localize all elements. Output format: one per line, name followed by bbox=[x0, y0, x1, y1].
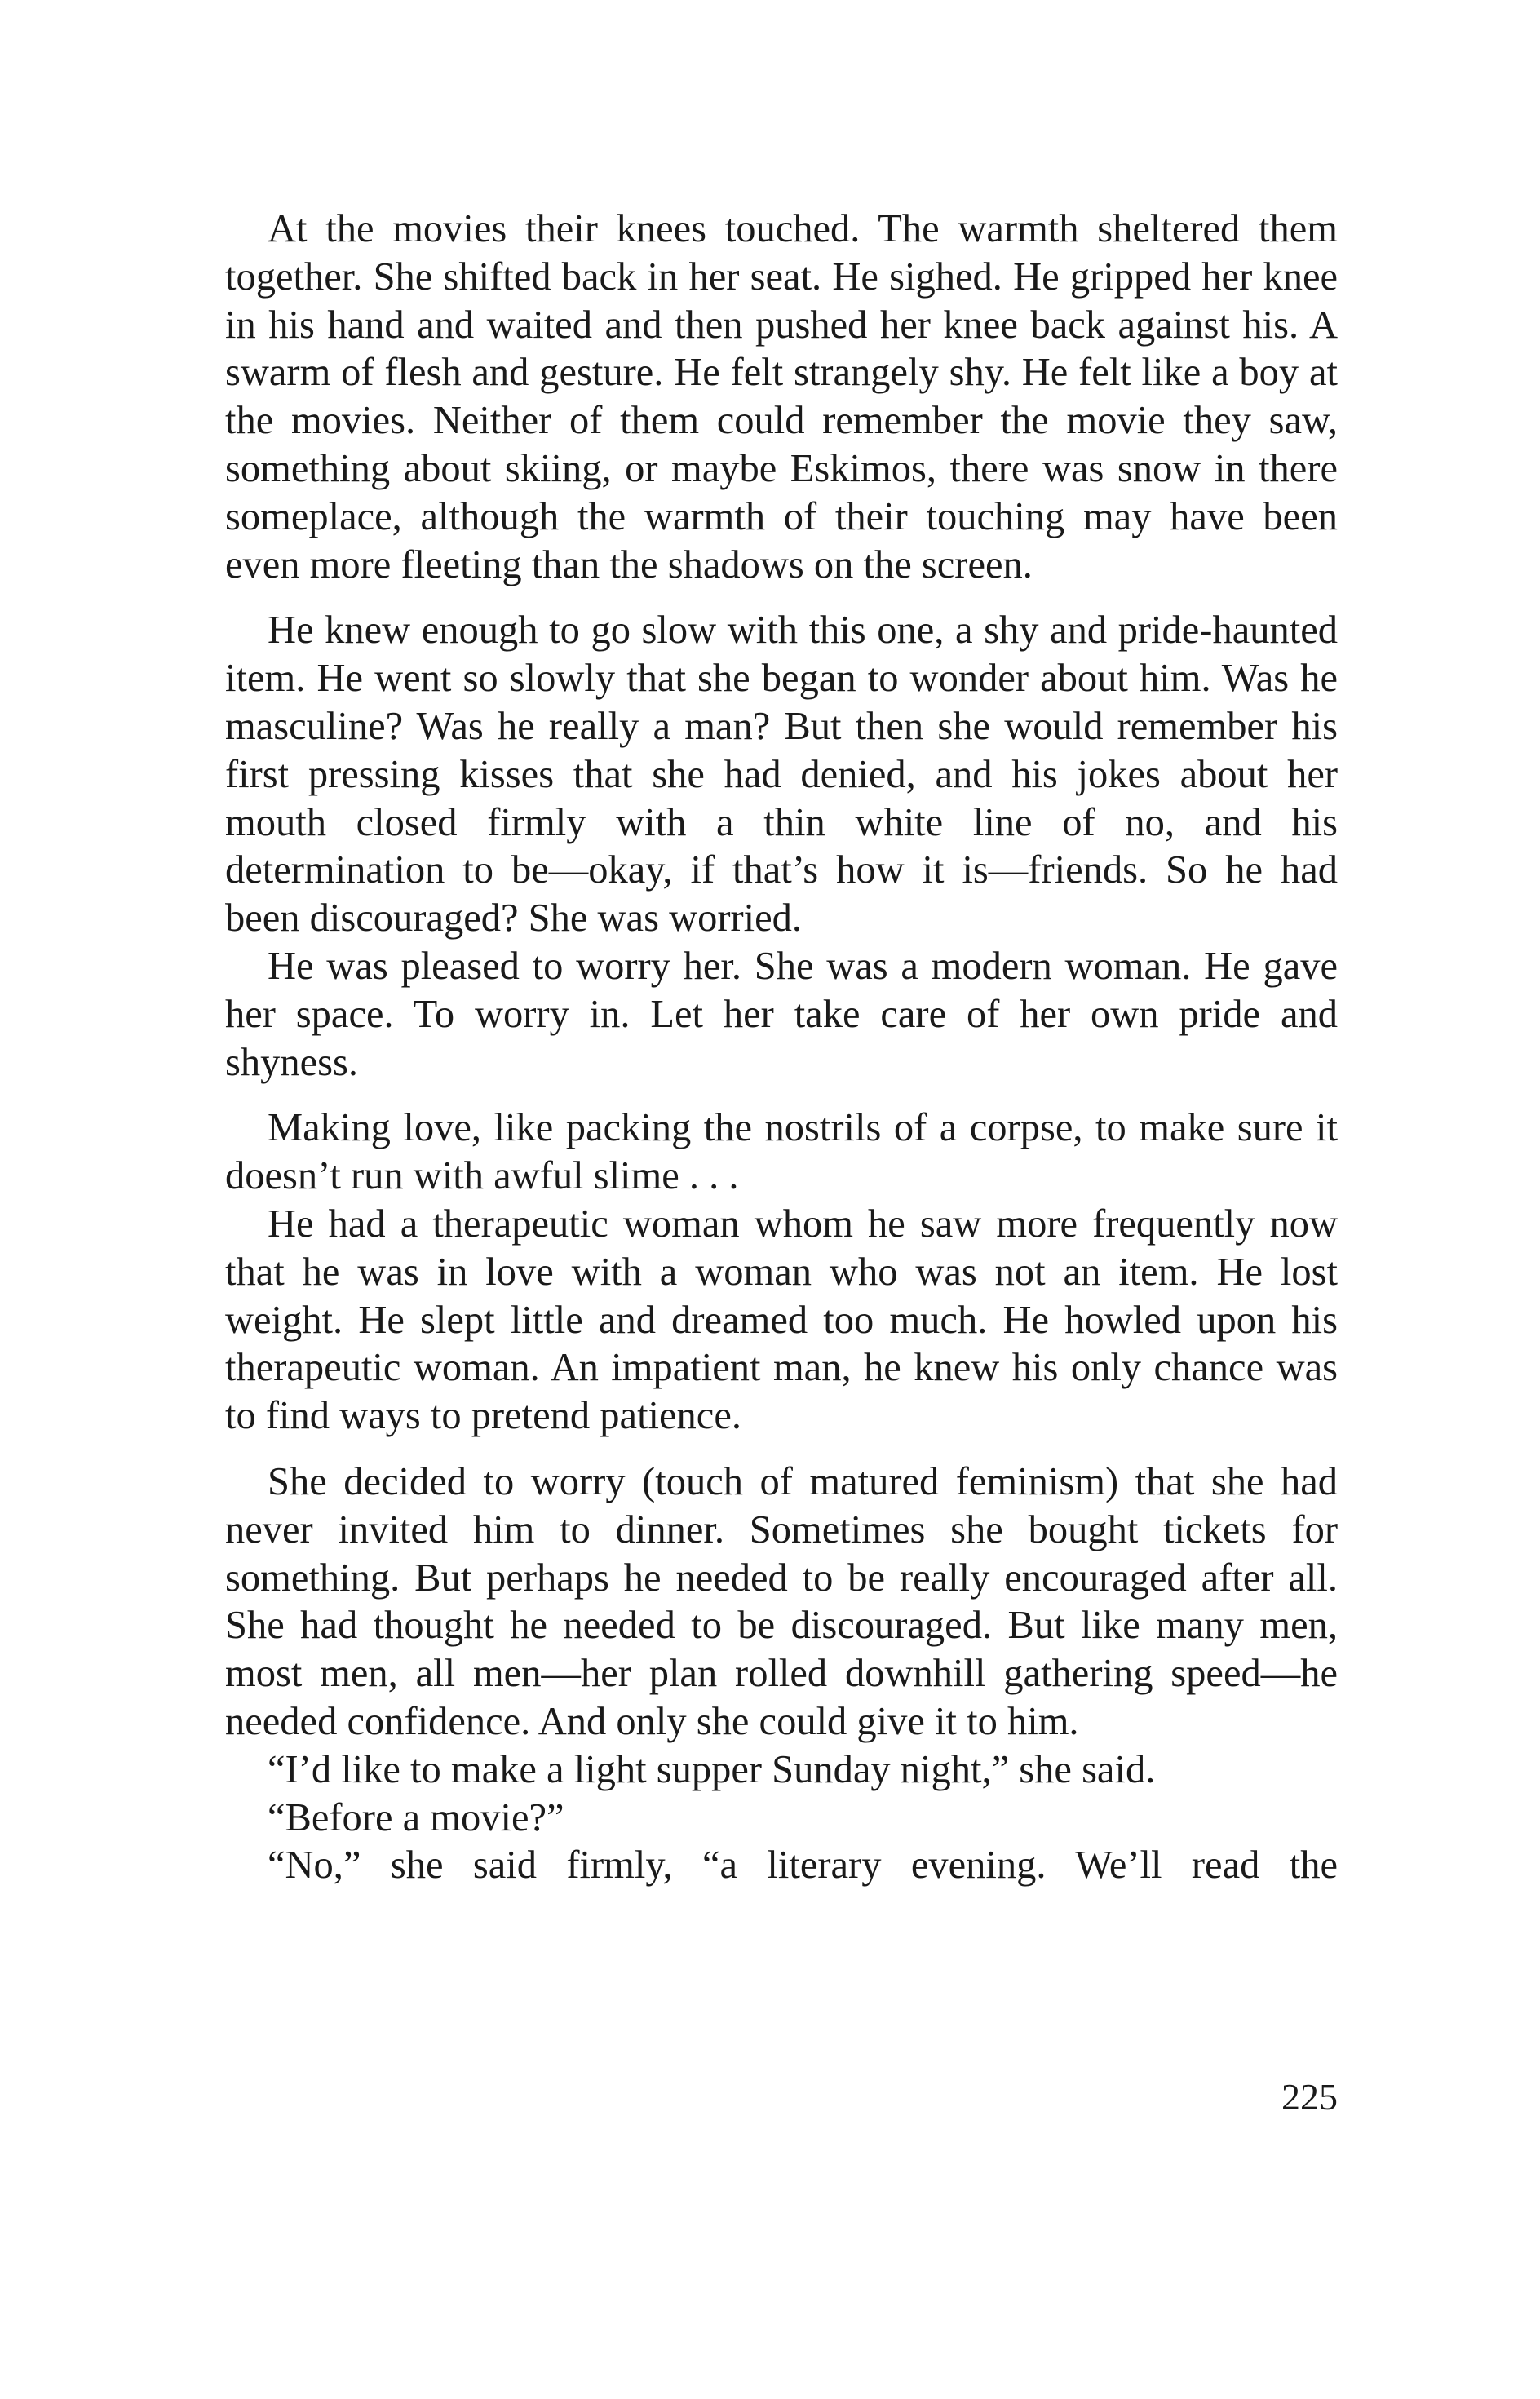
paragraph-pleased: He was pleased to worry her. She was a modern woman. He gave her space. To worry in. Let her take care of her own pride and shyness. bbox=[225, 944, 1338, 1084]
paragraph-movies: At the movies their knees touched. The warmth sheltered them together. She shifted back in her seat. He sighed. He gripped her knee in his hand and waited and then pushed her knee back against his. A swarm of flesh and gesture. He felt strangely shy. He felt like a boy at the movies. Neither of them could remember the movie they saw, something about skiing, or maybe Eskimos, there was snow in there someplace, although the warmth of their touching may have been even more fleeting than the shadows on the screen. bbox=[225, 207, 1338, 586]
body-text bbox=[225, 206, 1338, 1890]
dialogue-line-supper: “I’d like to make a light supper Sunday night,” she said. bbox=[268, 1747, 1156, 1791]
paragraph-go-slow: He knew enough to go slow with this one, a shy and pride-haunted item. He went so slowly that she began to wonder about him. Was he masculine? Was he really a man? But then she would remember his first pressing kisses that she had denied, and his jokes about her mouth closed firmly with a thin white line of no, and his determination to be—okay, if that’s how it is—friends. So he had been discouraged? She was worried. bbox=[225, 609, 1338, 941]
dialogue-line-movie: “Before a movie?” bbox=[268, 1795, 564, 1839]
paragraph-dinner: She decided to worry (touch of matured feminism) that she had never invited him to dinner. Sometimes she bought tickets for something. But perhaps he needed to be really encouraged after all. She had thought he needed to be discouraged. But like many men, most men, all men—her plan rolled downhill gathering speed—he needed confidence. And only she could give it to him. bbox=[225, 1459, 1338, 1743]
page-number: 225 bbox=[1281, 2076, 1338, 2118]
paragraph-therapeutic: He had a therapeutic woman whom he saw more frequently now that he was in love with a woman who was not an item. He lost weight. He slept little and dreamed too much. He howled upon his therapeutic woman. An impatient man, he knew his only chance was to find ways to pretend patience. bbox=[225, 1202, 1338, 1438]
dialogue-line-literary: “No,” she said firmly, “a literary evening. We’ll read the bbox=[268, 1844, 1338, 1888]
paragraph-making-love: Making love, like packing the nostrils of a corpse, to make sure it doesn’t run with awful slime . . . bbox=[225, 1106, 1338, 1198]
